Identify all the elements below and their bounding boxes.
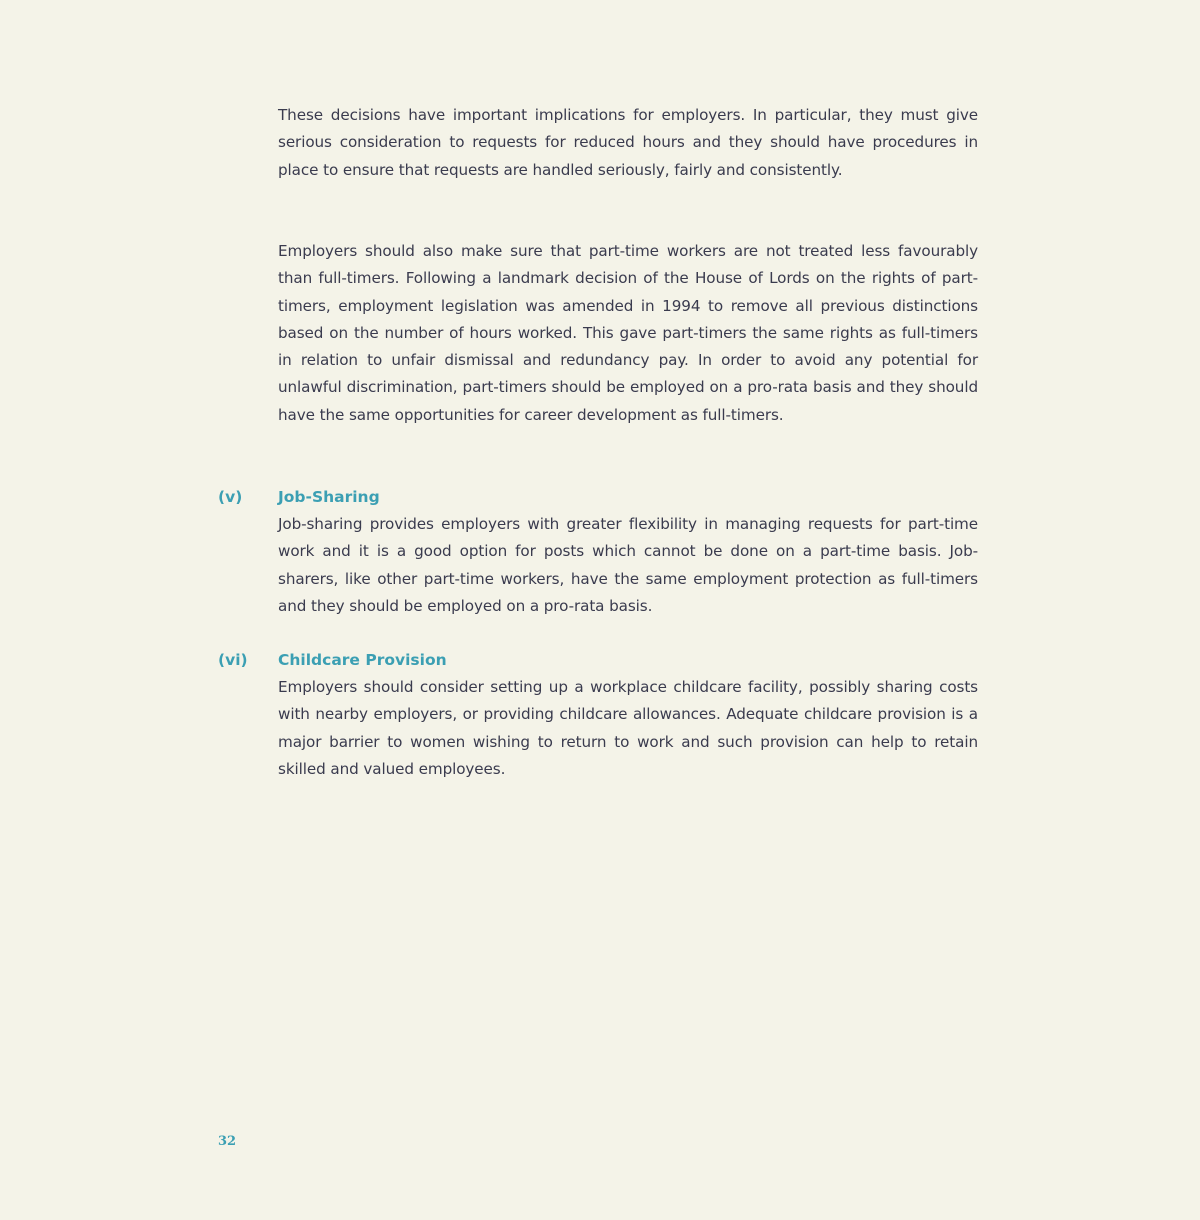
section-number-childcare: (vi) (218, 651, 248, 669)
paragraph-part-time-rights: Employers should also make sure that part-time workers are not treated less favourably than full-timers. Following a landmark decision of the House of Lords on the rights of part-timers, employment legislation was amended in 1994 to remove all previous distinctions based on the number of hours worked. This gave part-timers the same rights as full-timers in relation to unfair dismissal and redundancy pay. In order to avoid any potential for unlawful discrimination, part-timers should be employed on a pro-rata basis and they should have the same opportunities for career development as full-timers. (278, 242, 978, 424)
paragraph-childcare: Employers should consider setting up a workplace childcare facility, possibly sharing costs with nearby employers, or providing childcare allowances. Adequate childcare provision is a major barrier to women wishing to return to work and such provision can help to retain skilled and valued employees. (278, 678, 978, 778)
section-title-job-sharing: Job-Sharing (278, 488, 380, 506)
page-number: 32 (218, 1134, 237, 1149)
paragraph-job-sharing: Job-sharing provides employers with greater flexibility in managing requests for part-time work and it is a good option for posts which cannot be done on a part-time basis. Job-sharers, like other part-time workers, have the same employment protection as full-timers and they should be employed on a pro-rata basis. (278, 515, 978, 615)
section-number-job-sharing: (v) (218, 488, 243, 506)
section-title-childcare: Childcare Provision (278, 651, 447, 669)
paragraph-reduced-hours: These decisions have important implications for employers. In particular, they must give serious consideration to requests for reduced hours and they should have procedures in place to ensure that requests are handled seriously, fairly and consistently. (278, 106, 978, 179)
